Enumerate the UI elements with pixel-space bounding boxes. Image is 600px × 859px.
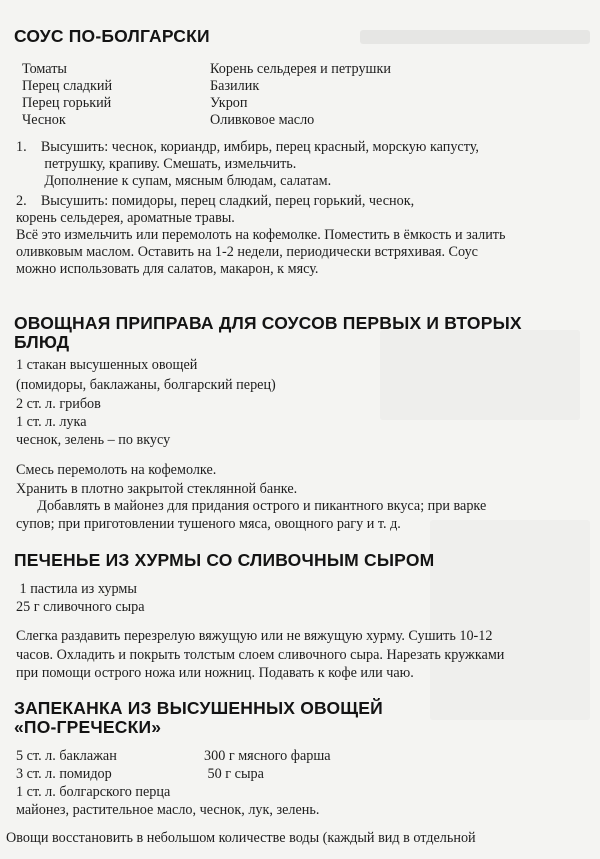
ingredient: Чеснок bbox=[22, 112, 66, 128]
ingredient: майонез, растительное масло, чеснок, лук, зелень. bbox=[16, 802, 320, 818]
ingredient: Укроп bbox=[210, 95, 248, 111]
instruction-line: супов; при приготовлении тушеного мяса, овощного рагу и т. д. bbox=[16, 516, 401, 532]
recipe-title: ОВОЩНАЯ ПРИПРАВА ДЛЯ СОУСОВ ПЕРВЫХ И ВТОРЫХ bbox=[14, 313, 522, 333]
instruction-line: Овощи восстановить в небольшом количестве воды (каждый вид в отдельной bbox=[6, 830, 476, 846]
bleed-through-shading bbox=[380, 330, 580, 420]
ingredient: Томаты bbox=[22, 61, 67, 77]
instruction-line: Дополнение к супам, мясным блюдам, салатам. bbox=[16, 173, 332, 189]
instruction-line: 2. Высушить: помидоры, перец сладкий, перец горький, чеснок, bbox=[16, 193, 415, 209]
recipe-title-continued: «ПО-ГРЕЧЕСКИ» bbox=[14, 717, 162, 737]
instruction-line: 1. Высушить: чеснок, кориандр, имбирь, перец красный, морскую капусту, bbox=[16, 139, 479, 155]
ingredient: 300 г мясного фарша bbox=[204, 748, 331, 764]
ingredient: 1 стакан высушенных овощей bbox=[16, 357, 198, 373]
instruction-line: оливковым маслом. Оставить на 1-2 недели, периодически встряхивая. Соус bbox=[16, 244, 478, 260]
ingredient: 1 ст. л. болгарского перца bbox=[16, 784, 171, 800]
recipe-title: СОУС ПО-БОЛГАРСКИ bbox=[14, 26, 210, 46]
ingredient: 1 ст. л. лука bbox=[16, 414, 87, 430]
instruction-line: петрушку, крапиву. Смешать, измельчить. bbox=[16, 156, 297, 172]
instruction-line: Добавлять в майонез для придания острого и пикантного вкуса; при варке bbox=[16, 498, 487, 514]
instruction-line: Слегка раздавить перезрелую вяжущую или не вяжущую хурму. Сушить 10-12 bbox=[16, 628, 493, 644]
ingredient: 3 ст. л. помидор bbox=[16, 766, 112, 782]
ingredient: 25 г сливочного сыра bbox=[16, 599, 145, 615]
ingredient: Перец горький bbox=[22, 95, 112, 111]
ingredient: Перец сладкий bbox=[22, 78, 113, 94]
instruction-line: часов. Охладить и покрыть толстым слоем сливочного сыра. Нарезать кружками bbox=[16, 647, 505, 663]
ingredient: Базилик bbox=[210, 78, 260, 94]
ingredient: 50 г сыра bbox=[204, 766, 264, 782]
instruction-line: Хранить в плотно закрытой стеклянной банке. bbox=[16, 481, 298, 497]
bleed-through-shading bbox=[430, 520, 590, 720]
instruction-line: Смесь перемолоть на кофемолке. bbox=[16, 462, 217, 478]
ingredient: Оливковое масло bbox=[210, 112, 315, 128]
recipe-title: ЗАПЕКАНКА ИЗ ВЫСУШЕННЫХ ОВОЩЕЙ bbox=[14, 698, 383, 718]
instruction-line: Всё это измельчить или перемолоть на кофемолке. Поместить в ёмкость и залить bbox=[16, 227, 506, 243]
instruction-line: можно использовать для салатов, макарон, к мясу. bbox=[16, 261, 319, 277]
instruction-line: при помощи острого ножа или ножниц. Подавать к кофе или чаю. bbox=[16, 665, 414, 681]
bleed-through-shading bbox=[360, 30, 590, 44]
recipe-title-continued: БЛЮД bbox=[14, 332, 70, 352]
ingredient: Корень сельдерея и петрушки bbox=[210, 61, 391, 77]
ingredient: 5 ст. л. баклажан bbox=[16, 748, 117, 764]
ingredient: (помидоры, баклажаны, болгарский перец) bbox=[16, 377, 276, 393]
ingredient: 1 пастила из хурмы bbox=[16, 581, 137, 597]
instruction-line: корень сельдерея, ароматные травы. bbox=[16, 210, 235, 226]
recipe-title: ПЕЧЕНЬЕ ИЗ ХУРМЫ СО СЛИВОЧНЫМ СЫРОМ bbox=[14, 550, 435, 570]
ingredient: 2 ст. л. грибов bbox=[16, 396, 101, 412]
ingredient: чеснок, зелень – по вкусу bbox=[16, 432, 171, 448]
